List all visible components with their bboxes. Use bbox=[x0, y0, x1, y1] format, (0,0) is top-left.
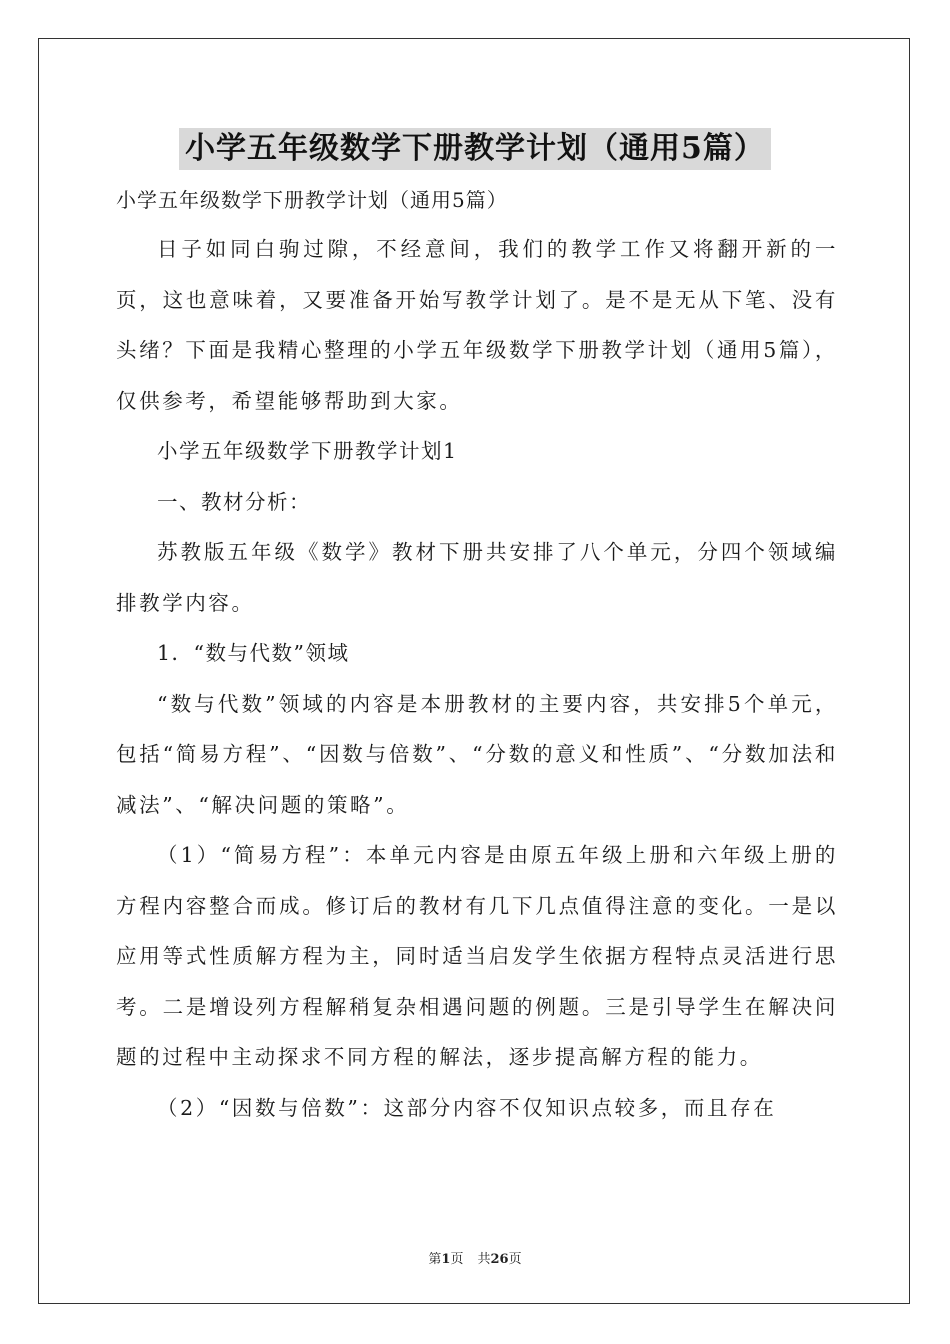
section-heading-number-algebra: 1．“数与代数”领域 bbox=[157, 641, 350, 665]
footer-total-suffix: 页 bbox=[508, 1252, 522, 1267]
document-body bbox=[116, 178, 838, 1133]
page-footer bbox=[0, 1248, 950, 1267]
section-heading-plan-1: 小学五年级数学下册教学计划1 bbox=[157, 439, 458, 463]
footer-total-prefix: 共 bbox=[477, 1252, 491, 1267]
footer-page-prefix: 第 bbox=[428, 1252, 442, 1267]
title-container bbox=[0, 128, 950, 170]
factor-multiple-paragraph: （2）“因数与倍数”：这部分内容不仅知识点较多，而且存在 bbox=[157, 1095, 777, 1120]
footer-page-current: 1 bbox=[441, 1252, 451, 1267]
document-subtitle: 小学五年级数学下册教学计划（通用5篇） bbox=[116, 188, 508, 212]
intro-paragraph: 日子如同白驹过隙，不经意间，我们的教学工作又将翻开新的一页，这也意味着，又要准备开始写教学计划了。是不是无从下笔、没有头绪？下面是我精心整理的小学五年级数学下册教学计划（通用5篇），仅供参考，希望能够帮助到大家。 bbox=[116, 237, 838, 413]
footer-total-pages: 26 bbox=[490, 1252, 509, 1267]
textbook-overview-paragraph: 苏教版五年级《数学》教材下册共安排了八个单元，分四个领域编排教学内容。 bbox=[116, 540, 838, 615]
document-title: 小学五年级数学下册教学计划（通用5篇） bbox=[179, 128, 771, 170]
number-algebra-paragraph: “数与代数”领域的内容是本册教材的主要内容，共安排5个单元，包括“简易方程”、“因数与倍数”、“分数的意义和性质”、“分数加法和减法”、“解决问题的策略”。 bbox=[116, 691, 838, 817]
simple-equation-paragraph: （1）“简易方程”：本单元内容是由原五年级上册和六年级上册的方程内容整合而成。修订后的教材有几下几点值得注意的变化。一是以应用等式性质解方程为主，同时适当启发学生依据方程特点灵活进行思考。二是增设列方程解稍复杂相遇问题的例题。三是引导学生在解决问题的过程中主动探求不同方程的解法，逐步提高解方程的能力。 bbox=[116, 843, 838, 1069]
section-heading-textbook-analysis: 一、教材分析： bbox=[157, 489, 311, 514]
footer-page-mid: 页 bbox=[450, 1252, 464, 1267]
